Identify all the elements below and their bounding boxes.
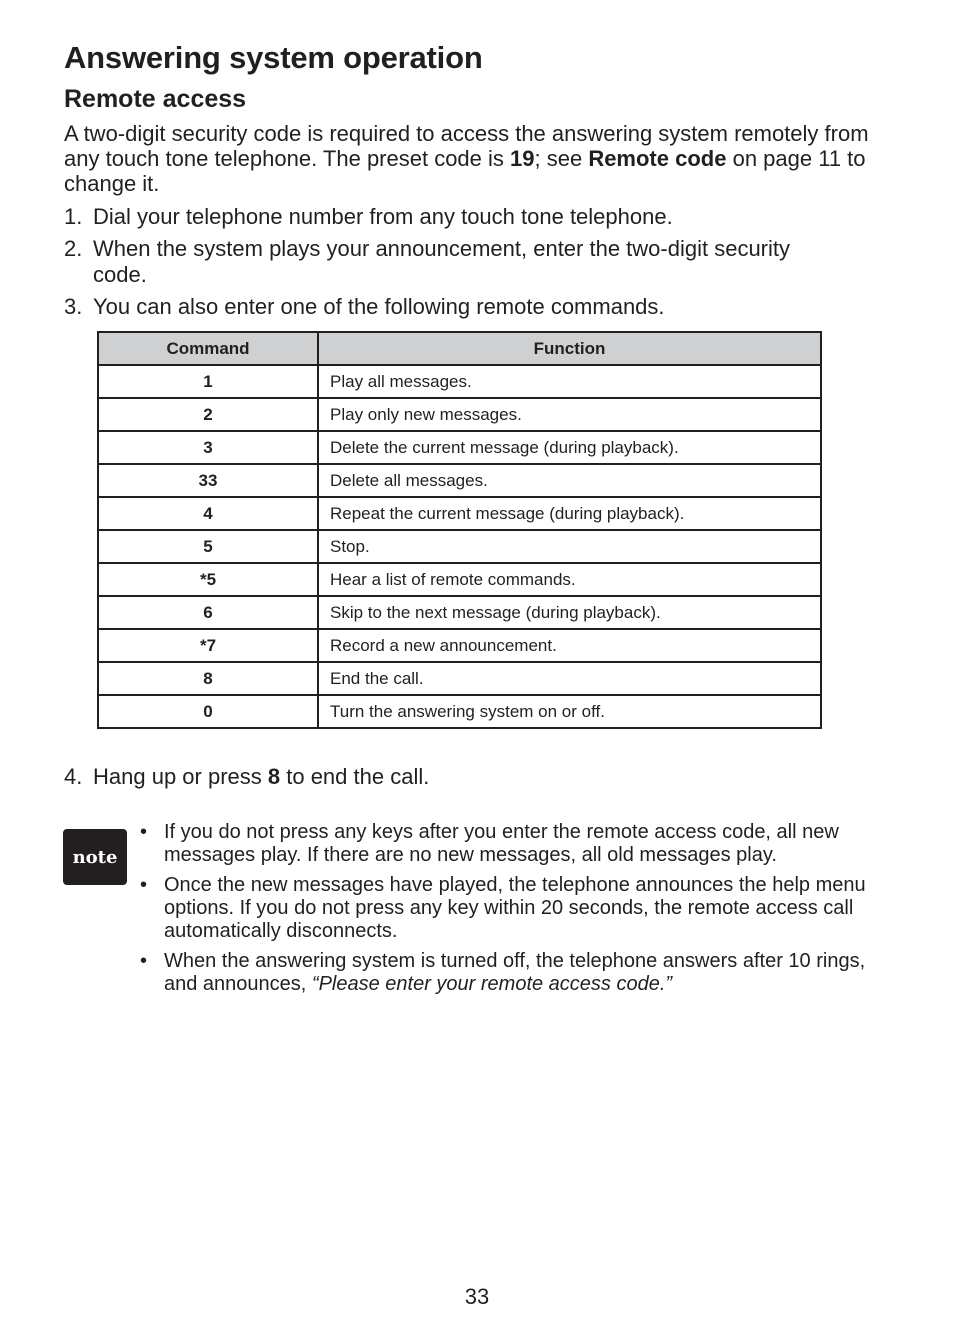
command-cell: *5 [98, 563, 318, 596]
function-cell: Hear a list of remote commands. [318, 563, 821, 596]
table-row [98, 398, 821, 431]
function-cell: Delete the current message (during playback). [318, 431, 821, 464]
step-number: 4. [64, 764, 83, 789]
command-cell: 5 [98, 530, 318, 563]
table-row [98, 563, 821, 596]
note-item [140, 950, 900, 996]
function-cell: Play all messages. [318, 365, 821, 398]
step-1 [64, 204, 824, 230]
security-code: 19 [510, 146, 535, 171]
function-cell: Stop. [318, 530, 821, 563]
end-call-key: 8 [267, 764, 281, 789]
table-row [98, 695, 821, 728]
step-number: 2. [64, 236, 83, 261]
bullet-icon: • [140, 950, 148, 972]
function-cell: Record a new announcement. [318, 629, 821, 662]
note-quote: “Please enter your remote access code.” [311, 973, 673, 995]
step-number: 3. [64, 294, 83, 319]
function-cell: End the call. [318, 662, 821, 695]
intro-paragraph [64, 121, 884, 196]
remote-commands-table [97, 331, 822, 729]
table-row [98, 530, 821, 563]
step-3 [64, 294, 824, 320]
step-text [93, 764, 824, 790]
note-text: If you do not press any keys after you enter the remote access code, all new messages play. If there are no new messages, all old messages play. [164, 821, 839, 866]
step-text: When the system plays your announcement, enter the two-digit security code. [93, 236, 791, 287]
step-2 [64, 236, 824, 288]
command-cell: *7 [98, 629, 318, 662]
section-title: Remote access [64, 85, 247, 113]
page-number: 33 [464, 1284, 490, 1309]
function-cell: Repeat the current message (during playback). [318, 497, 821, 530]
command-cell: 33 [98, 464, 318, 497]
command-cell: 0 [98, 695, 318, 728]
command-cell: 6 [98, 596, 318, 629]
command-cell: 8 [98, 662, 318, 695]
intro-text-3: on page 11 to change it. [64, 146, 866, 196]
table-row [98, 596, 821, 629]
function-cell: Play only new messages. [318, 398, 821, 431]
command-cell: 2 [98, 398, 318, 431]
table-row [98, 365, 821, 398]
note-text: When the answering system is turned off, the telephone answers after 10 rings, and announces, [164, 950, 866, 995]
table-row [98, 662, 821, 695]
page-title: Answering system operation [64, 40, 483, 75]
function-cell: Turn the answering system on or off. [318, 695, 821, 728]
step4-text-post: to end the call. [280, 764, 430, 789]
intro-text-2: ; see [534, 146, 589, 171]
command-cell: 3 [98, 431, 318, 464]
remote-code-reference: Remote code [588, 146, 727, 171]
header-function: Function [318, 332, 821, 365]
intro-text-1: A two-digit security code is required to access the answering system remotely from any touch tone telephone. The preset code is [64, 121, 869, 171]
table-header-row [98, 332, 821, 365]
bullet-icon: • [140, 874, 148, 896]
step4-text-pre: Hang up or press [93, 764, 268, 789]
note-text: Once the new messages have played, the telephone announces the help menu options. If you do not press any key within 20 seconds, the remote access call automatically disconnects. [164, 874, 866, 942]
table-row [98, 497, 821, 530]
note-list [140, 821, 900, 1003]
function-cell: Delete all messages. [318, 464, 821, 497]
bullet-icon: • [140, 821, 148, 843]
function-cell: Skip to the next message (during playback). [318, 596, 821, 629]
note-label: note [72, 846, 118, 868]
step-number: 1. [64, 204, 83, 229]
note-icon [63, 829, 127, 885]
command-cell: 4 [98, 497, 318, 530]
table-row [98, 464, 821, 497]
step-text: You can also enter one of the following remote commands. [93, 294, 665, 319]
note-item [140, 874, 900, 943]
command-cell: 1 [98, 365, 318, 398]
step-text: Dial your telephone number from any touch tone telephone. [93, 204, 673, 229]
note-item [140, 821, 900, 867]
header-command: Command [98, 332, 318, 365]
table-row [98, 629, 821, 662]
step-4 [64, 764, 824, 790]
table-row [98, 431, 821, 464]
